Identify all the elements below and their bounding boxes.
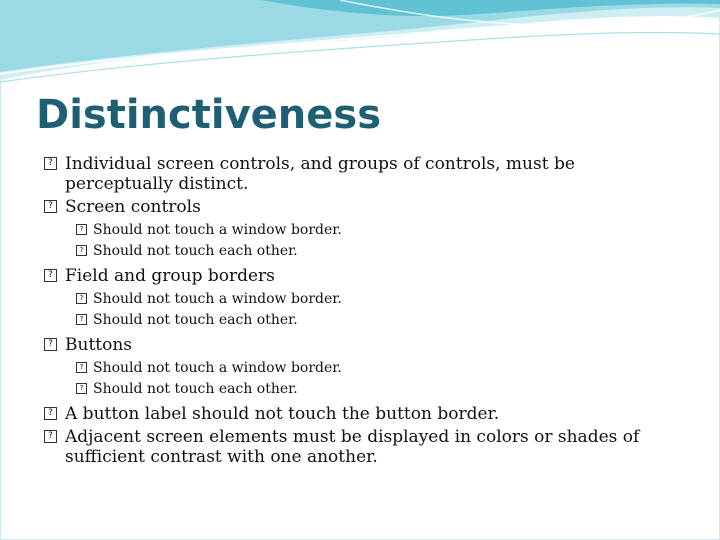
bullet-icon: ? <box>44 157 57 170</box>
list-item-text: Adjacent screen elements must be displayed in colors or shades of sufficient contrast with one another. <box>65 427 640 467</box>
list-item-text: Should not touch each other. <box>93 381 298 397</box>
bullet-icon: ? <box>76 245 87 256</box>
bullet-icon: ? <box>76 383 87 394</box>
sub-list-item <box>76 289 684 310</box>
header-wave-decoration <box>0 0 720 90</box>
list-item-text: Should not touch a window border. <box>93 291 342 307</box>
list-item <box>44 335 684 355</box>
bullet-icon: ? <box>76 293 87 304</box>
list-item-text: Screen controls <box>65 197 201 217</box>
sub-list-item <box>76 379 684 400</box>
list-item <box>44 197 684 217</box>
bullet-icon: ? <box>44 200 57 213</box>
list-item <box>44 266 684 286</box>
bullet-list <box>44 154 684 470</box>
list-item-text: Buttons <box>65 335 133 355</box>
bullet-icon: ? <box>44 269 57 282</box>
list-item <box>44 404 684 424</box>
bullet-icon: ? <box>76 224 87 235</box>
bullet-icon: ? <box>44 407 57 420</box>
list-item-text: Should not touch a window border. <box>93 222 342 238</box>
bullet-icon: ? <box>44 338 57 351</box>
list-item-text: Should not touch a window border. <box>93 360 342 376</box>
list-item-text: Should not touch each other. <box>93 312 298 328</box>
sub-list-item <box>76 241 684 262</box>
list-item-text: Individual screen controls, and groups of controls, must be perceptually distinct. <box>65 154 575 194</box>
list-item-text: Should not touch each other. <box>93 243 298 259</box>
list-item <box>44 427 684 467</box>
sub-list-item <box>76 358 684 379</box>
sub-list-item <box>76 310 684 331</box>
bullet-icon: ? <box>76 314 87 325</box>
sub-list-item <box>76 220 684 241</box>
list-item-text: Field and group borders <box>65 266 275 286</box>
slide-title: Distinctiveness <box>36 92 381 138</box>
bullet-icon: ? <box>76 362 87 373</box>
list-item-text: A button label should not touch the button border. <box>65 404 500 424</box>
bullet-icon: ? <box>44 430 57 443</box>
list-item <box>44 154 684 194</box>
